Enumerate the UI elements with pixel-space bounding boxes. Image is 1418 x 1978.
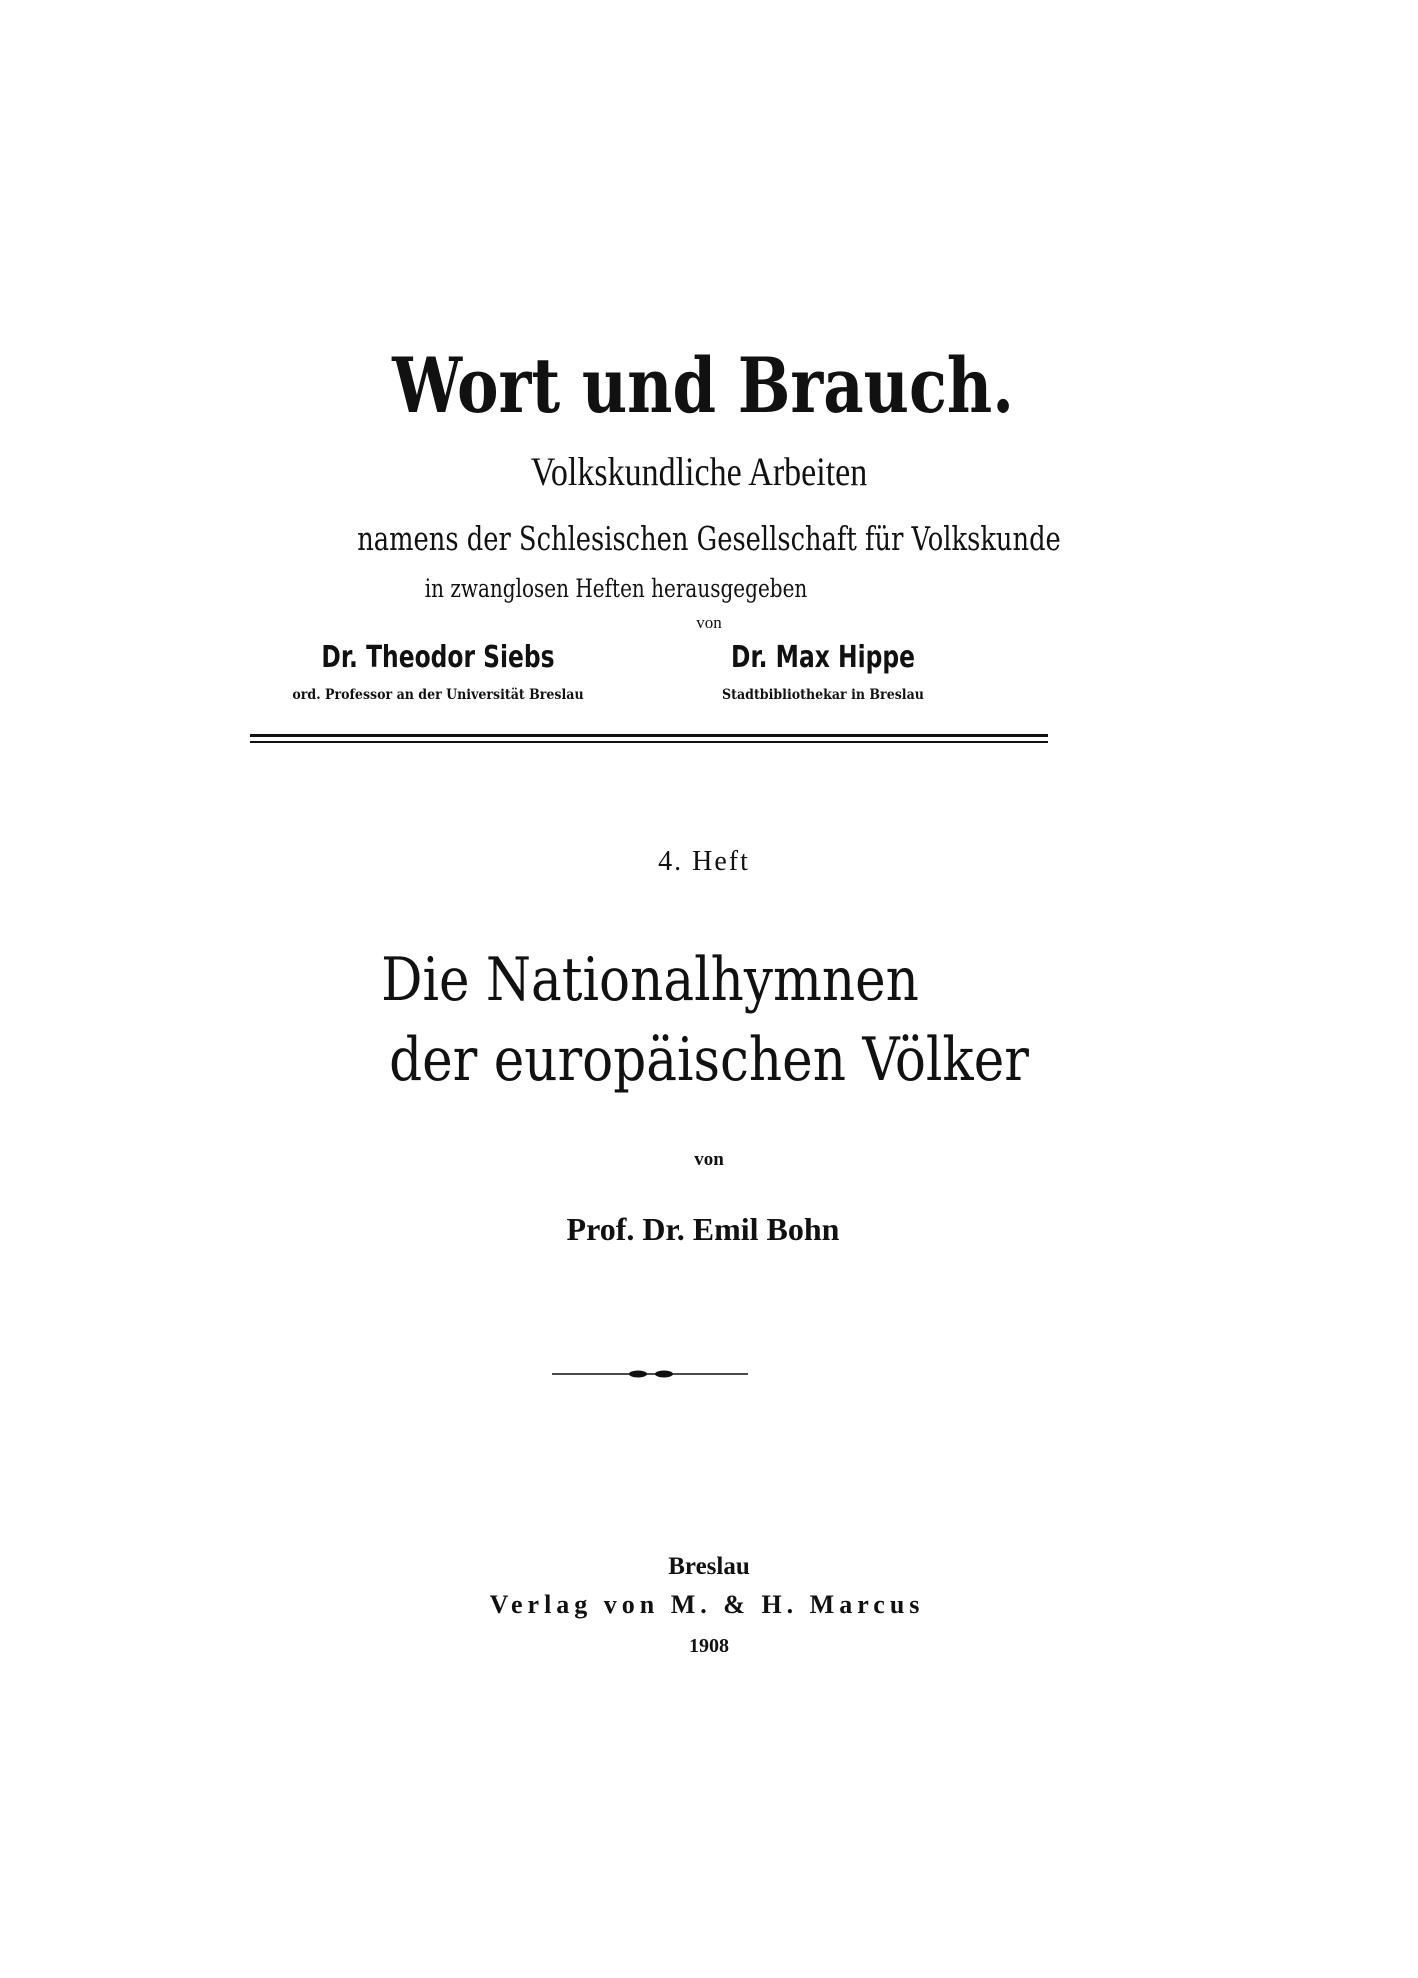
editor-role: ord. Professor an der Universität Breslau <box>292 687 584 703</box>
volume-number: 4. Heft <box>658 846 750 877</box>
imprint-publisher: Verlag von M. & H. Marcus <box>489 1590 925 1619</box>
editor-name: Dr. Max Hippe <box>731 640 915 675</box>
author-by-label: von <box>694 1149 724 1170</box>
ornament-divider <box>552 1367 748 1381</box>
author-name: Prof. Dr. Emil Bohn <box>566 1211 840 1247</box>
editor-role: Stadtbibliothekar in Breslau <box>722 687 924 703</box>
editor-name: Dr. Theodor Siebs <box>321 640 555 675</box>
publication-format: in zwanglosen Heften herausgegeben <box>424 574 808 603</box>
editors-by-label: von <box>696 613 722 632</box>
series-subtitle: Volkskundliche Arbeiten <box>530 449 868 494</box>
editor-1 <box>258 640 618 703</box>
editor-2 <box>643 640 1003 703</box>
imprint-year: 1908 <box>689 1635 729 1657</box>
series-title: Wort und Brauch. <box>392 341 1014 430</box>
imprint-place: Breslau <box>668 1553 750 1580</box>
book-title-line-1: Die Nationalhymnen <box>381 945 919 1015</box>
double-rule-divider <box>250 734 1048 744</box>
society-line: namens der Schlesischen Gesellschaft für Volkskunde <box>357 519 1061 558</box>
book-title-line-2: der europäischen Völker <box>389 1025 1029 1095</box>
